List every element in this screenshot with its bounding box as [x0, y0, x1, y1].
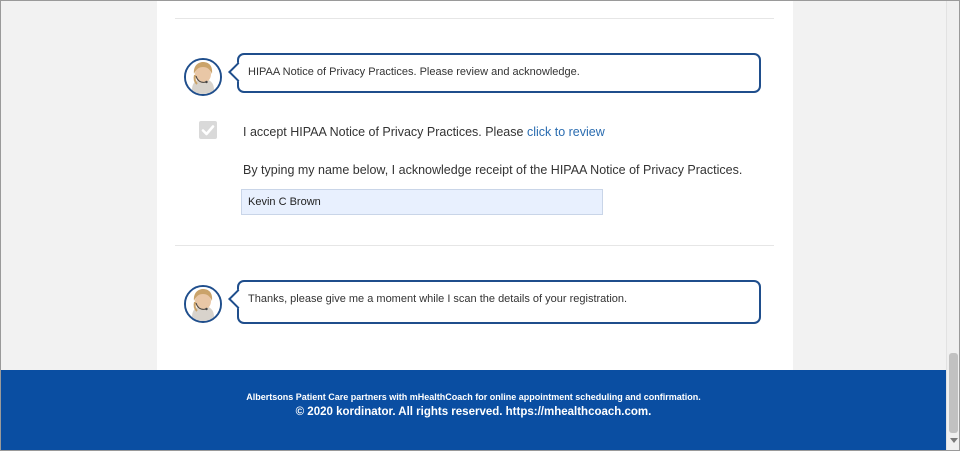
agent-message-text: HIPAA Notice of Privacy Practices. Please review and acknowledge.: [248, 66, 580, 78]
page-footer: [1, 370, 946, 450]
agent-message-bubble: [237, 53, 761, 93]
accept-label: I accept HIPAA Notice of Privacy Practices. Please: [243, 125, 524, 139]
vertical-scrollbar[interactable]: [946, 1, 960, 450]
signature-name-input[interactable]: [241, 189, 603, 215]
scroll-down-arrow-icon[interactable]: [950, 438, 958, 443]
checkmark-icon: [199, 121, 217, 139]
acknowledge-text: By typing my name below, I acknowledge receipt of the HIPAA Notice of Privacy Practices.: [243, 163, 743, 177]
bubble-tail: [228, 62, 248, 82]
accept-statement: [243, 125, 605, 139]
footer-copyright: © 2020 kordinator. All rights reserved. https://mhealthcoach.com.: [295, 406, 652, 418]
accept-checkbox[interactable]: [199, 121, 217, 139]
footer-partner-text: Albertsons Patient Care partners with mHealthCoach for online appointment scheduling and confirmation.: [246, 392, 701, 402]
agent-avatar-icon: [184, 58, 222, 96]
agent-message-text: Thanks, please give me a moment while I scan the details of your registration.: [248, 293, 628, 305]
scrollbar-thumb[interactable]: [949, 353, 958, 433]
chat-panel: [157, 1, 793, 370]
agent-avatar-icon: [184, 285, 222, 323]
divider-top: [175, 18, 774, 19]
review-link[interactable]: click to review: [526, 125, 605, 139]
divider-bottom: [175, 245, 774, 246]
bubble-tail: [228, 289, 248, 309]
agent-message-bubble: [237, 280, 761, 324]
